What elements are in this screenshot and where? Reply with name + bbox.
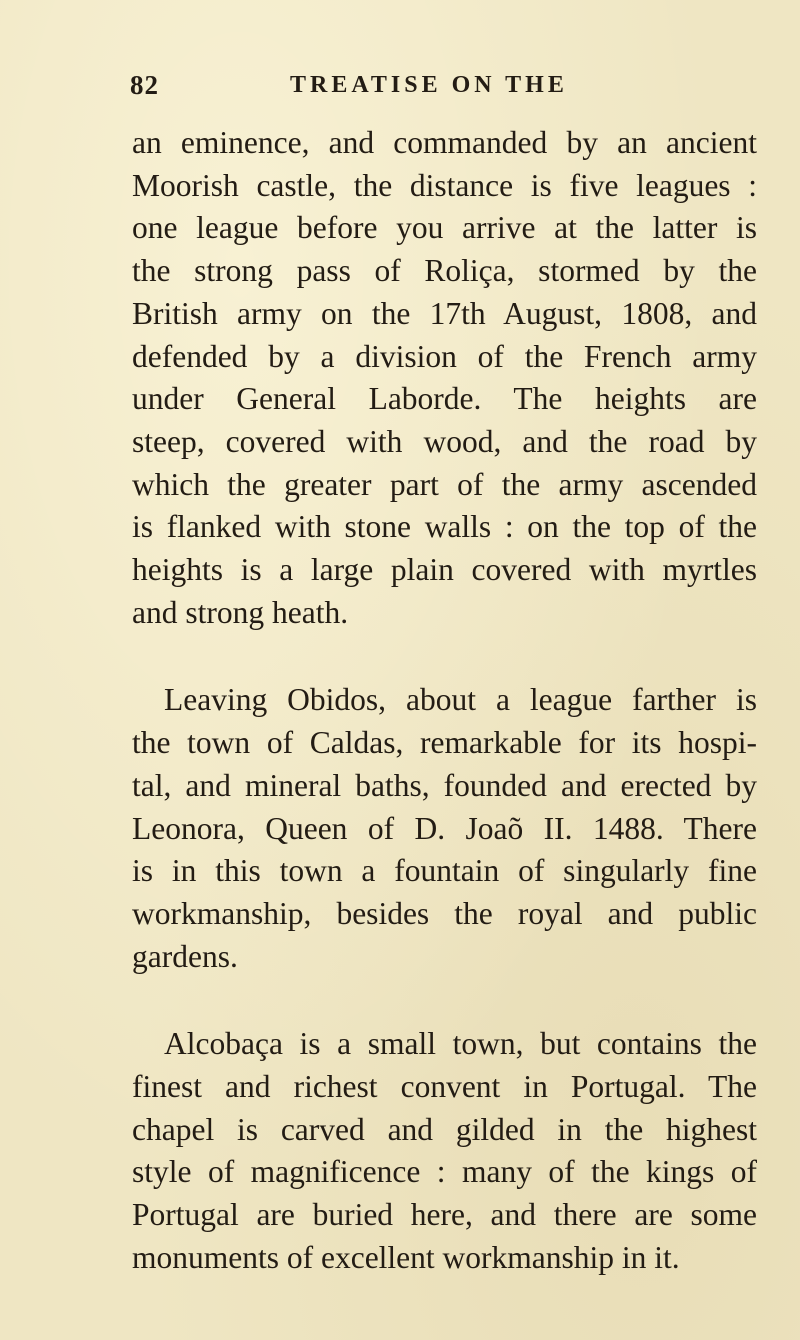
text-line: chapel is carved and gilded in the highest bbox=[132, 1111, 757, 1147]
text-line: the town of Caldas, remarkable for its hospi- bbox=[132, 725, 757, 761]
text-line: heights is a large plain covered with myrtles bbox=[132, 552, 757, 588]
text-line: Alcobaça is a small town, but contains the bbox=[164, 1026, 757, 1062]
text-line: under General Laborde. The heights are bbox=[132, 381, 757, 417]
page-number: 82 bbox=[130, 70, 159, 100]
text-line: one league before you arrive at the latter is bbox=[132, 210, 757, 246]
text-line: is in this town a fountain of singularly fine bbox=[132, 853, 757, 889]
paragraph-alcobaca bbox=[132, 1023, 757, 1279]
text-line: and strong heath. bbox=[132, 594, 349, 630]
text-line: tal, and mineral baths, founded and erected by bbox=[132, 767, 757, 803]
text-line: gardens. bbox=[132, 938, 238, 974]
text-line: is flanked with stone walls : on the top of the bbox=[132, 509, 757, 545]
text-line: monuments of excellent workmanship in it. bbox=[132, 1239, 680, 1275]
text-line: Moorish castle, the distance is five leagues : bbox=[132, 167, 757, 203]
text-line: an eminence, and commanded by an ancient bbox=[132, 125, 757, 160]
text-line: Leonora, Queen of D. Joaõ II. 1488. There bbox=[132, 810, 757, 846]
text-line: defended by a division of the French army bbox=[132, 338, 757, 374]
text-line: style of magnificence : many of the kings of bbox=[132, 1154, 757, 1190]
text-line: steep, covered with wood, and the road by bbox=[132, 423, 757, 459]
running-title: TREATISE ON THE bbox=[290, 72, 568, 98]
text-line: workmanship, besides the royal and public bbox=[132, 895, 757, 931]
text-line: Portugal are buried here, and there are some bbox=[132, 1197, 757, 1233]
running-head bbox=[130, 70, 750, 104]
text-line: the strong pass of Roliça, stormed by the bbox=[132, 253, 757, 289]
text-line: finest and richest convent in Portugal. The bbox=[132, 1069, 757, 1105]
text-line: Leaving Obidos, about a league farther is bbox=[164, 682, 757, 718]
paragraph-caldas bbox=[132, 679, 757, 978]
paragraph-castle-rolica bbox=[132, 122, 757, 634]
text-line: which the greater part of the army ascended bbox=[132, 466, 757, 502]
text-line: British army on the 17th August, 1808, and bbox=[132, 295, 757, 331]
body-text bbox=[132, 122, 757, 1280]
